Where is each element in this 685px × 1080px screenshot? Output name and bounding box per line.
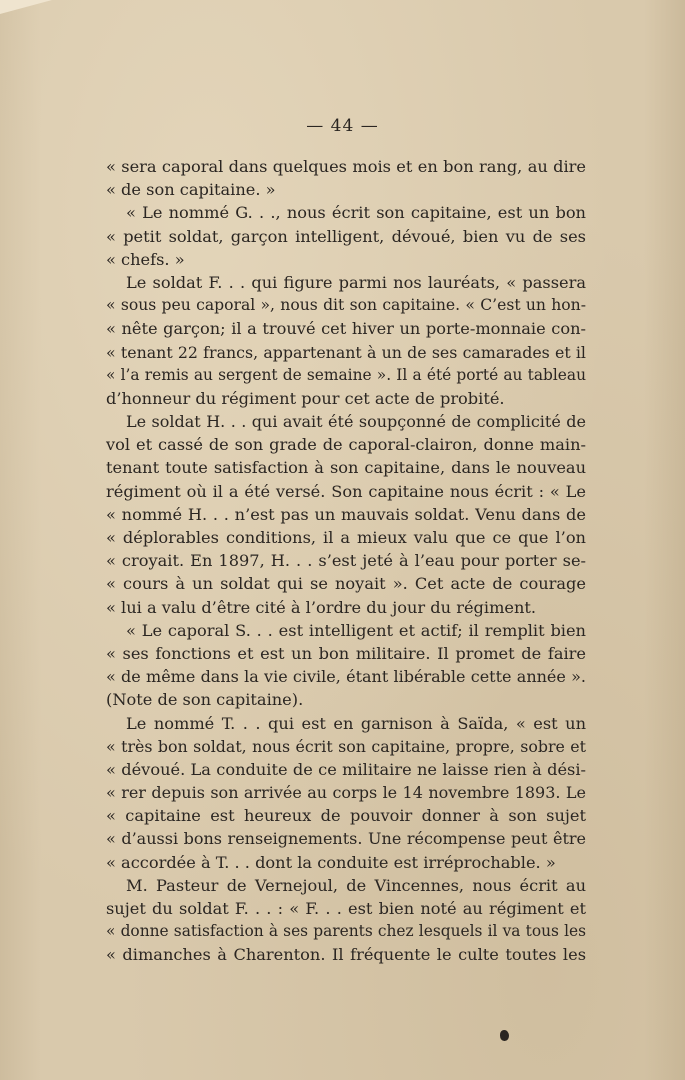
- page-corner-fold: [0, 0, 52, 14]
- text-line: « déplorables conditions, il a mieux valu que ce que l’on: [106, 528, 586, 547]
- page-number: — 44 —: [306, 116, 379, 136]
- text-line: « Le nommé G. . ., nous écrit son capitaine, est un bon: [126, 203, 586, 223]
- text-line: « dimanches à Charenton. Il fréquente le culte toutes les: [106, 945, 586, 965]
- text-line: « très bon soldat, nous écrit son capitaine, propre, sobre et: [106, 736, 586, 756]
- text-line: « croyait. En 1897, H. . . s’est jeté à l’eau pour porter se-: [106, 551, 586, 571]
- text-line: « accordée à T. . . dont la conduite est irréprochable. »: [106, 852, 556, 872]
- text-line: tenant toute satisfaction à son capitaine, dans le nouveau: [106, 458, 586, 478]
- text-line: « tenant 22 francs, appartenant à un de ses camarades et il: [106, 342, 586, 362]
- text-line: « de même dans la vie civile, étant libérable cette année ».: [106, 667, 586, 687]
- text-line: Le soldat F. . . qui figure parmi nos lauréats, « passera: [126, 272, 586, 292]
- text-line: « sous peu caporal », nous dit son capitaine. « C’est un hon-: [106, 296, 586, 315]
- text-line: « d’aussi bons renseignements. Une récompense peut être: [106, 829, 586, 849]
- text-line: d’honneur du régiment pour cet acte de probité.: [106, 388, 505, 408]
- ink-spot: [500, 1030, 509, 1041]
- text-line: « petit soldat, garçon intelligent, dévoué, bien vu de ses: [106, 226, 586, 246]
- text-line: « rer depuis son arrivée au corps le 14 novembre 1893. Le: [106, 783, 586, 803]
- text-line: M. Pasteur de Vernejoul, de Vincennes, nous écrit au: [126, 875, 586, 895]
- text-line: « nommé H. . . n’est pas un mauvais soldat. Venu dans de: [106, 504, 586, 524]
- text-line: « donne satisfaction à ses parents chez lesquels il va tous les: [106, 922, 586, 941]
- text-line: « de son capitaine. »: [106, 180, 276, 200]
- text-line: régiment où il a été versé. Son capitaine nous écrit : « Le: [106, 481, 586, 501]
- text-line: « nête garçon; il a trouvé cet hiver un porte-monnaie con-: [106, 319, 586, 339]
- text-line: « sera caporal dans quelques mois et en bon rang, au dire: [106, 157, 586, 176]
- text-line: « l’a remis au sergent de semaine ». Il a été porté au tableau: [106, 365, 586, 384]
- text-line: « lui a valu d’être cité à l’ordre du jour du régiment.: [106, 597, 537, 617]
- text-line: (Note de son capitaine).: [106, 690, 304, 710]
- text-line: « Le caporal S. . . est intelligent et actif; il remplit bien: [126, 620, 586, 640]
- text-line: « cours à un soldat qui se noyait ». Cet acte de courage: [106, 574, 586, 594]
- text-line: « chefs. »: [106, 249, 185, 269]
- text-line: sujet du soldat F. . . : « F. . . est bien noté au régiment et: [106, 899, 586, 918]
- text-line: « ses fonctions et est un bon militaire. Il promet de faire: [106, 643, 586, 663]
- text-line: « dévoué. La conduite de ce militaire ne laisse rien à dési-: [106, 759, 586, 779]
- text-line: vol et cassé de son grade de caporal-clairon, donne main-: [106, 435, 586, 455]
- text-line: Le soldat H. . . qui avait été soupçonné de complicité de: [126, 412, 586, 432]
- body-text: [106, 155, 586, 967]
- text-line: « capitaine est heureux de pouvoir donner à son sujet: [106, 806, 586, 826]
- text-line: Le nommé T. . . qui est en garnison à Saïda, « est un: [126, 713, 586, 733]
